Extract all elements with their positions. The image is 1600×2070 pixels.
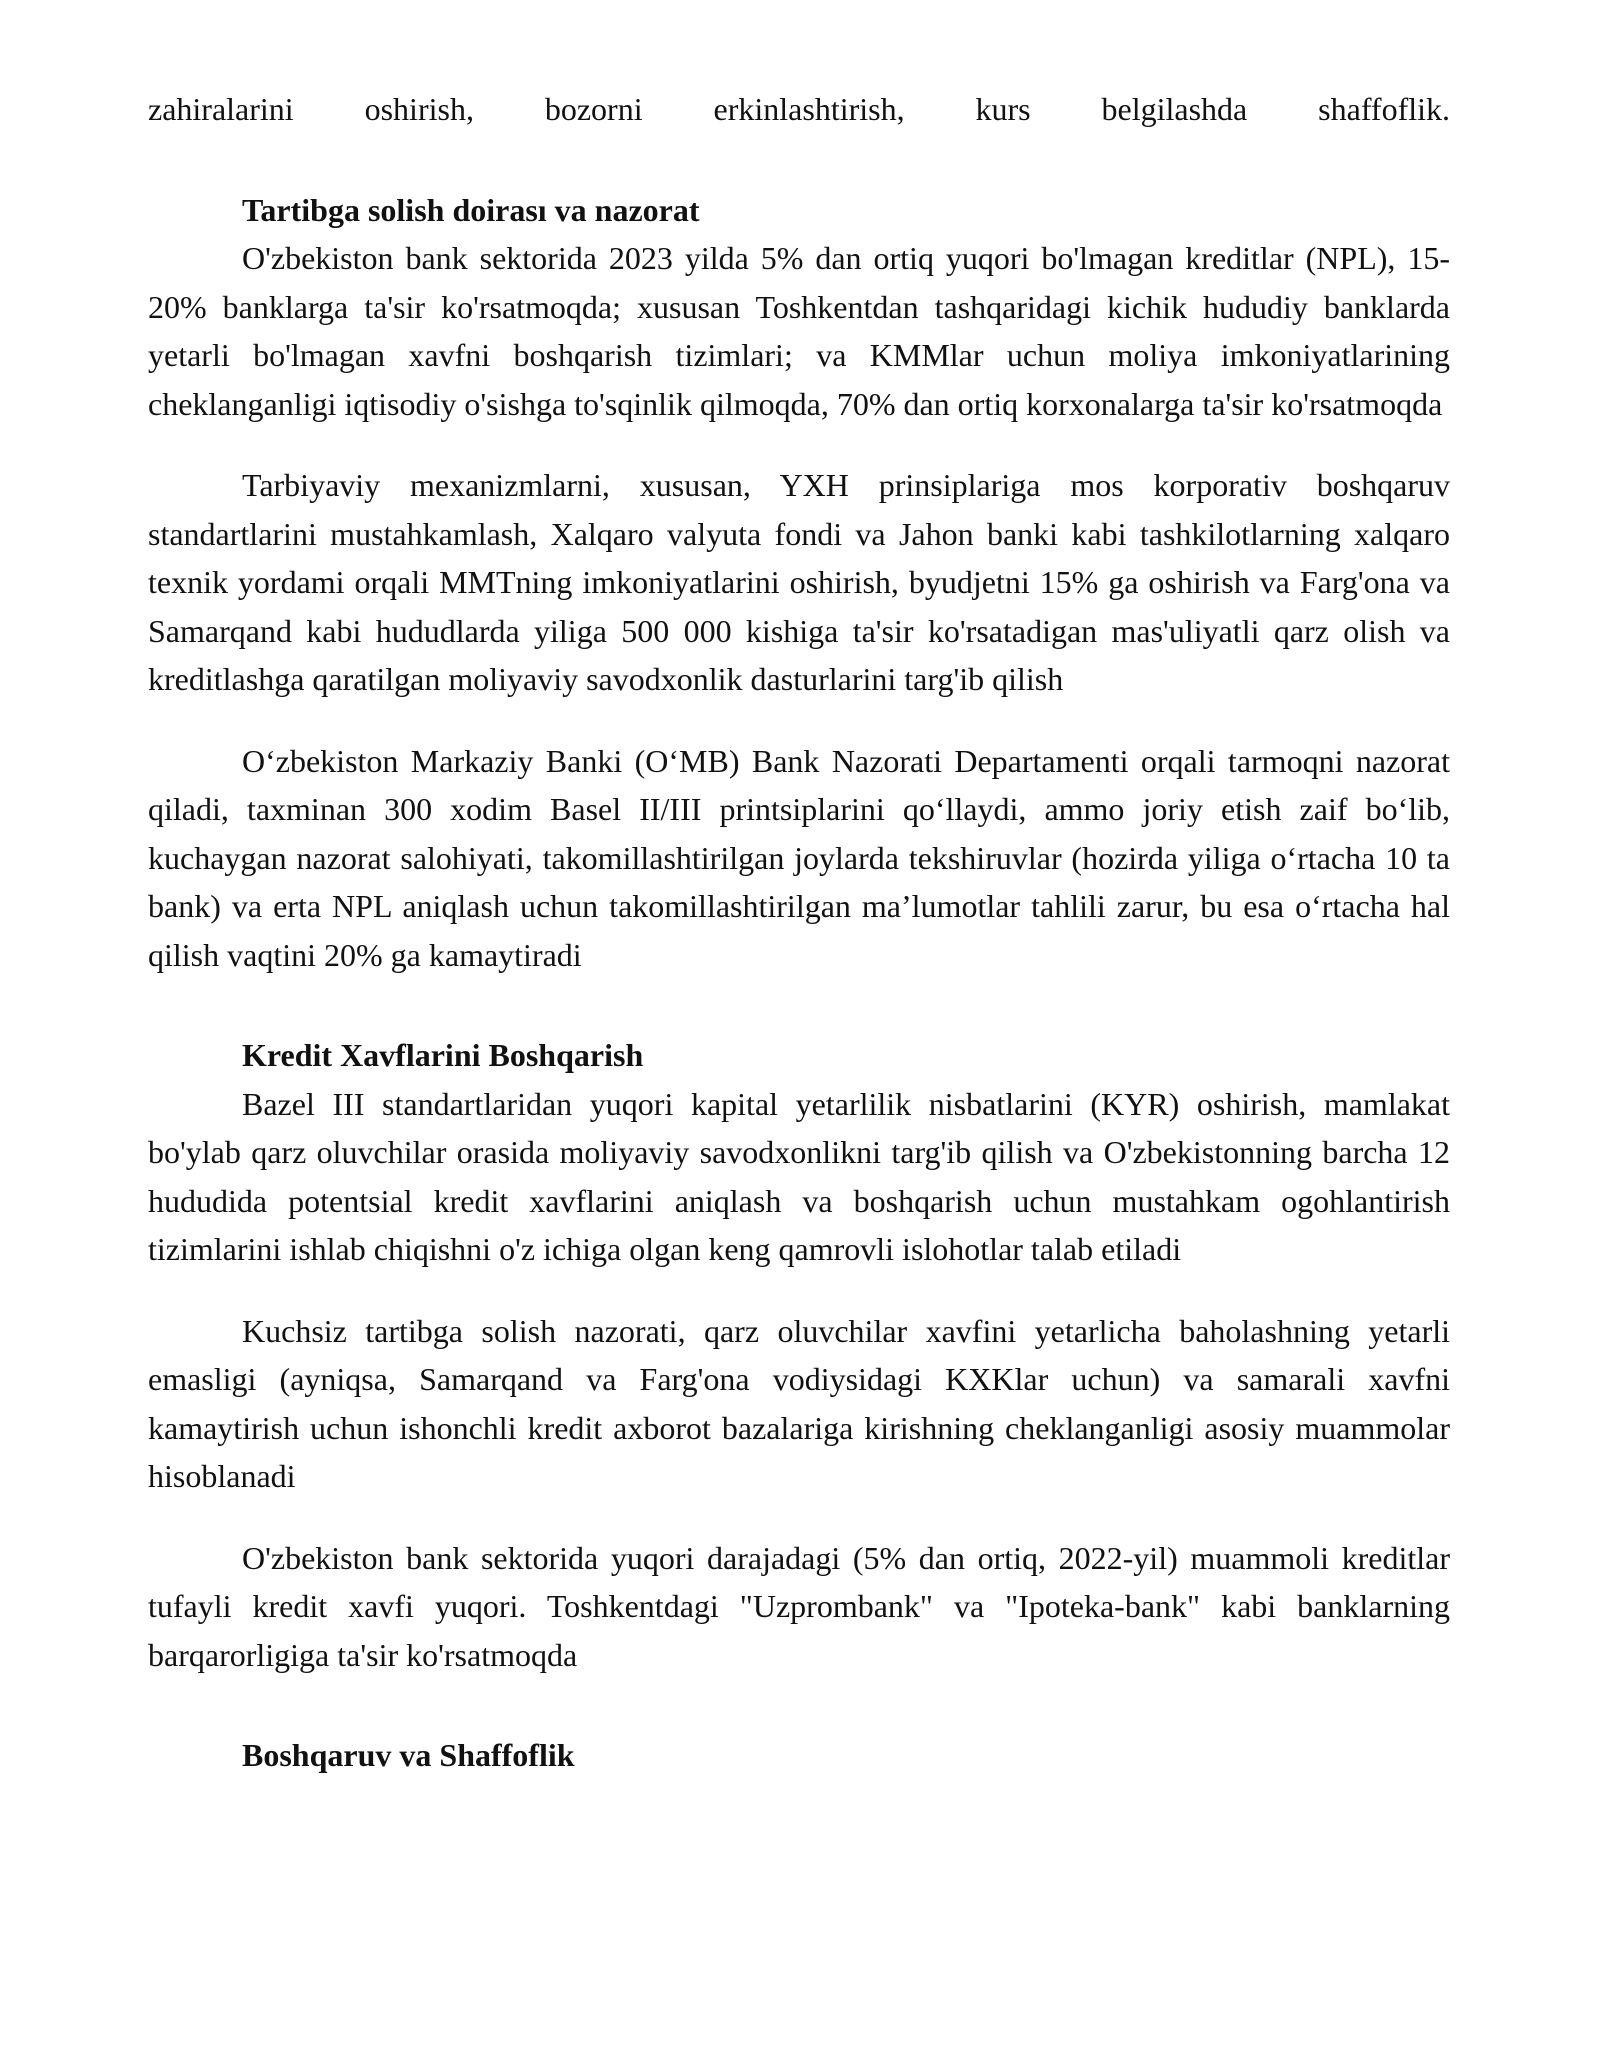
- section-credit-risk: [148, 1031, 1450, 1679]
- body-paragraph: Bazel III standartlaridan yuqori kapital yetarlilik nisbatlarini (KYR) oshirish, mamlakat bo'ylab qarz oluvchilar orasida moliyaviy savodxonlikni targ'ib qilish va O'zbekistonning barcha 12 hududida potentsial kredit xavflarini aniqlash va boshqarish uchun mustahkam ogohlantirish tizimlarini ishlab chiqishni o'z ichiga olgan keng qamrovli islohotlar talab etiladi: [148, 1085, 1450, 1267]
- body-paragraph: O'zbekiston bank sektorida 2023 yilda 5% dan ortiq yuqori bo'lmagan kreditlar (NPL), 15-20% banklarga ta'sir ko'rsatmoqda; xususan Toshkentdan tashqaridagi kichik hududiy banklarda yetarli bo'lmagan xavfni boshqarish tizimlari; va KMMlar uchun moliya imkoniyatlarining cheklanganligi iqtisodiy o'sishga to'sqinlik qilmoqda, 70% dan ortiq korxonalarga ta'sir ko'rsatmoqda: [148, 240, 1450, 422]
- document-page: [148, 85, 1450, 1780]
- body-paragraph: Tarbiyaviy mexanizmlarni, xususan, YXH prinsiplariga mos korporativ boshqaruv standartlarini mustahkamlash, Xalqaro valyuta fondi va Jahon banki kabi tashkilotlarning xalqaro texnik yordami orqali MMTning imkoniyatlarini oshirish, byudjetni 15% ga oshirish va Farg'ona va Samarqand kabi hududlarda yiliga 500 000 kishiga ta'sir ko'rsatadigan mas'uliyatli qarz olish va kreditlashga qaratilgan moliyaviy savodxonlik dasturlarini targ'ib qilish: [148, 467, 1450, 697]
- body-paragraph: O‘zbekiston Markaziy Banki (O‘MB) Bank Nazorati Departamenti orqali tarmoqni nazorat qiladi, taxminan 300 xodim Basel II/III printsiplarini qo‘llaydi, ammo joriy etish zaif bo‘lib, kuchaygan nazorat salohiyati, takomillashtirilgan joylarda tekshiruvlar (hozirda yiliga o‘rtacha 10 ta bank) va erta NPL aniqlash uchun takomillashtirilgan ma’lumotlar tahlili zarur, bu esa o‘rtacha hal qilish vaqtini 20% ga kamaytiradi: [148, 742, 1450, 973]
- continuation-paragraph: zahiralarini oshirish, bozorni erkinlashtirish, kurs belgilashda shaffoflik.: [148, 91, 1450, 127]
- body-paragraph: Kuchsiz tartibga solish nazorati, qarz oluvchilar xavfini yetarlicha baholashning yetarli emasligi (ayniqsa, Samarqand va Farg'ona vodiysidagi KXKlar uchun) va samarali xavfni kamaytirish uchun ishonchli kredit axborot bazalariga kirishning cheklanganligi asosiy muammolar hisoblanadi: [148, 1312, 1450, 1494]
- section-regulatory-framework: [148, 186, 1450, 980]
- section-governance-transparency: [148, 1731, 1450, 1780]
- section-heading: Boshqaruv va Shaffoflik: [242, 1737, 575, 1773]
- body-paragraph: O'zbekiston bank sektorida yuqori darajadagi (5% dan ortiq, 2022-yil) muammoli kreditlar tufayli kredit xavfi yuqori. Toshkentdagi "Uzprombank" va "Ipoteka-bank" kabi banklarning barqarorligiga ta'sir ko'rsatmoqda: [148, 1539, 1450, 1673]
- section-heading: Tartibga solish doirası va nazorat: [242, 191, 700, 228]
- section-heading: Kredit Xavflarini Boshqarish: [242, 1037, 644, 1073]
